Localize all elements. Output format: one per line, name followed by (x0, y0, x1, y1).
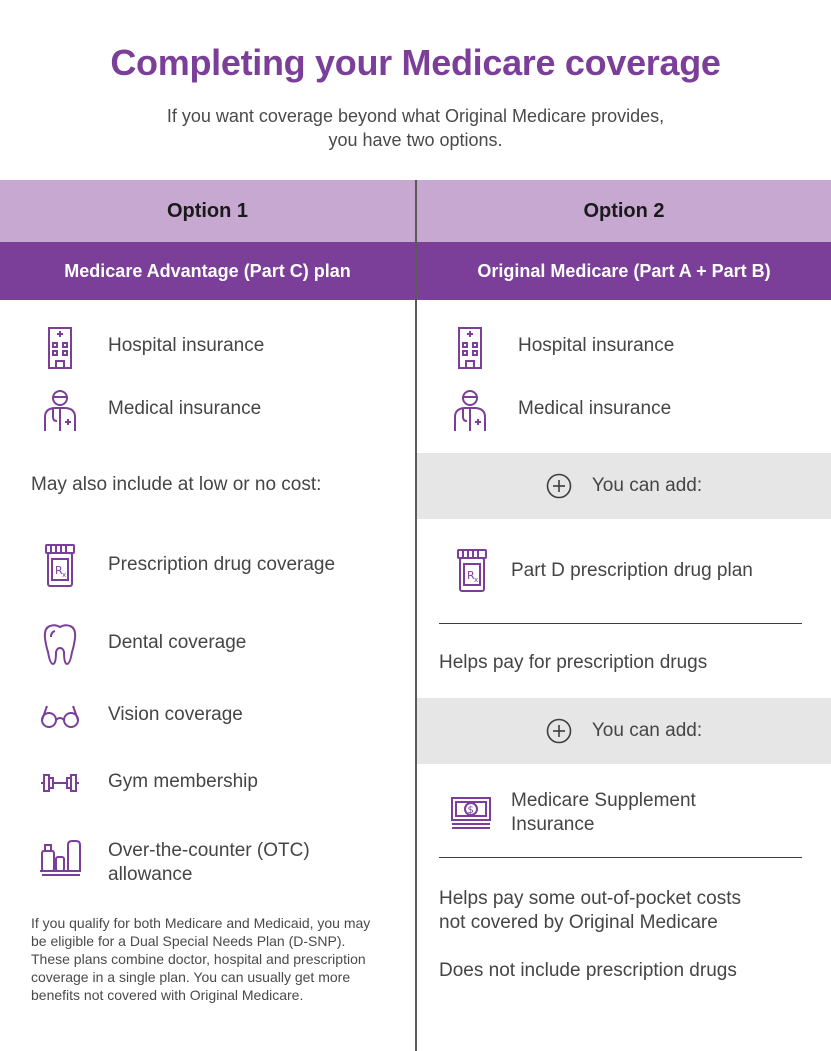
svg-text:x: x (62, 571, 67, 579)
you-can-add-band (417, 453, 831, 519)
hospital-icon (450, 322, 490, 370)
page-title: Completing your Medicare coverage (110, 42, 721, 83)
option-2-supplement-label (511, 789, 696, 837)
dumbbell-icon (40, 759, 80, 807)
option-1-vision-label: Vision coverage (108, 704, 243, 725)
option-1-header: Option 1 (0, 180, 415, 242)
glasses-icon (40, 692, 80, 740)
option-2-part-d-note: Helps pay for prescription drugs (439, 652, 708, 673)
option-1-hospital-label: Hospital insurance (108, 335, 265, 356)
option-2-header: Option 2 (417, 180, 831, 242)
page-subtitle (0, 104, 831, 152)
otc-products-icon (38, 833, 82, 881)
plus-circle-icon (546, 718, 572, 744)
option-1-plan-header: Medicare Advantage (Part C) plan (0, 242, 415, 300)
hospital-icon (40, 322, 80, 370)
option-1-otc-line-2: allowance (108, 864, 193, 885)
prescription-bottle-icon (40, 542, 80, 590)
option-2-medical-label: Medical insurance (518, 398, 672, 419)
column-divider (415, 180, 417, 1051)
divider-line (439, 857, 802, 858)
option-1-prescription-label: Prescription drug coverage (108, 554, 336, 575)
option-2-supplement-line-1: Medicare Supplement (511, 790, 696, 811)
doctor-icon (40, 385, 80, 433)
you-can-add-band (417, 698, 831, 764)
option-2-supplement-note-2: Does not include prescription drugs (439, 960, 737, 981)
you-can-add-label: You can add: (591, 475, 703, 496)
option-2-hospital-label: Hospital insurance (518, 335, 675, 356)
you-can-add-label: You can add: (591, 720, 703, 741)
option-1-otc-label (108, 839, 310, 887)
option-2-supplement-note-line-2: not covered by Original Medicare (439, 912, 718, 933)
svg-text:x: x (474, 576, 479, 584)
svg-text:R: R (467, 569, 475, 582)
plus-circle-icon (546, 473, 572, 499)
divider-line (439, 623, 802, 624)
option-1-gym-label: Gym membership (108, 771, 258, 792)
svg-text:$: $ (467, 805, 474, 816)
subtitle-line-1: If you want coverage beyond what Original Medicare provides, (166, 106, 665, 126)
doctor-icon (450, 385, 490, 433)
option-2-plan-header: Original Medicare (Part A + Part B) (417, 242, 831, 300)
svg-text:R: R (55, 564, 63, 577)
prescription-bottle-icon (452, 547, 492, 595)
option-1-medical-label: Medical insurance (108, 398, 262, 419)
option-1-extras-heading: May also include at low or no cost: (31, 474, 322, 495)
option-1-otc-line-1: Over-the-counter (OTC) (108, 840, 310, 861)
option-2-supplement-note (439, 887, 741, 935)
money-icon (449, 794, 493, 834)
subtitle-line-2: you have two options. (328, 130, 503, 150)
option-1-dental-label: Dental coverage (108, 632, 247, 653)
tooth-icon (40, 620, 80, 668)
option-2-part-d-label: Part D prescription drug plan (511, 560, 753, 581)
option-1-footnote: If you qualify for both Medicare and Medicaid, you may be eligible for a Dual Special Needs Plan (D-SNP). These plans combine doctor, hospital and prescription coverage in a single plan. You can usually get more benefits not covered with Original Medicare. (31, 915, 371, 1003)
option-2-supplement-note-line-1: Helps pay some out-of-pocket costs (439, 888, 742, 909)
option-2-supplement-line-2: Insurance (511, 814, 595, 835)
